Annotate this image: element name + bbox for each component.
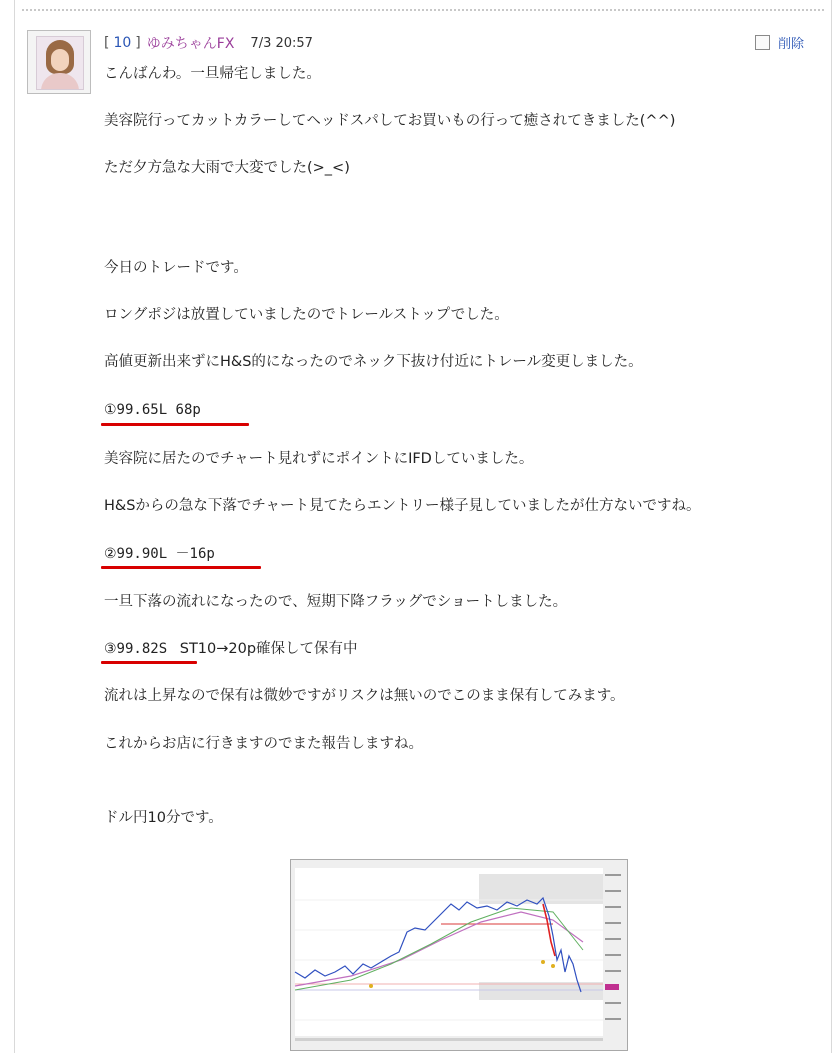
delete-checkbox[interactable]	[755, 35, 770, 50]
comment-line: 流れは上昇なので保有は微妙ですがリスクは無いのでこのまま保有してみます。	[104, 688, 625, 704]
comment-line: H&Sからの急な下落でチャート見てたらエントリー様子見していましたが仕方ないですね。	[104, 498, 701, 514]
comment-line: これからお店に行きますのでまた報告しますね。	[104, 736, 423, 752]
trade-1-underline	[101, 423, 249, 426]
chart-screenshot-thumbnail[interactable]	[290, 859, 628, 1051]
avatar-photo-icon	[36, 36, 84, 90]
comment-header	[104, 33, 313, 53]
comment-datetime: 7/3 20:57	[250, 35, 313, 51]
comment-line: ロングポジは放置していましたのでトレールストップでした。	[104, 307, 509, 323]
comment-line: 一旦下落の流れになったので、短期下降フラッグでショートしました。	[104, 594, 568, 610]
trade-2-underline	[101, 566, 261, 569]
separator-dotted	[22, 9, 824, 11]
comment-line: こんばんわ。一旦帰宅しました。	[104, 66, 321, 82]
bracket-open: [	[104, 35, 110, 51]
bracket-close: ]	[135, 35, 141, 51]
trade-2: ②99.90L －16p	[104, 546, 215, 562]
comment-line: 美容院に居たのでチャート見れずにポイントにIFDしていました。	[104, 451, 534, 467]
comment-line: ドル円10分です。	[104, 810, 223, 826]
comment-line: 美容院行ってカットカラーしてヘッドスパしてお買いもの行って癒されてきました(^^)	[104, 113, 676, 129]
trade-3-underline	[101, 661, 197, 664]
trade-1: ①99.65L 68p	[104, 402, 201, 418]
avatar[interactable]	[27, 30, 91, 94]
trade-3-note: ST10→20p確保して保有中	[179, 641, 358, 657]
comment-line: ただ夕方急な大雨で大変でした(>_<)	[104, 160, 350, 176]
author-name[interactable]: ゆみちゃんFX	[146, 36, 235, 52]
comment-number[interactable]: 10	[113, 35, 132, 51]
trade-3: ③99.82S	[104, 641, 168, 657]
delete-control	[755, 33, 804, 52]
comment-line: 今日のトレードです。	[104, 260, 248, 276]
comment-line: 高値更新出来ずにH&S的になったのでネック下抜け付近にトレール変更しました。	[104, 354, 643, 370]
trade-3-row	[104, 639, 358, 659]
delete-label[interactable]: 削除	[778, 37, 805, 52]
fx-chart-image	[291, 860, 627, 1050]
